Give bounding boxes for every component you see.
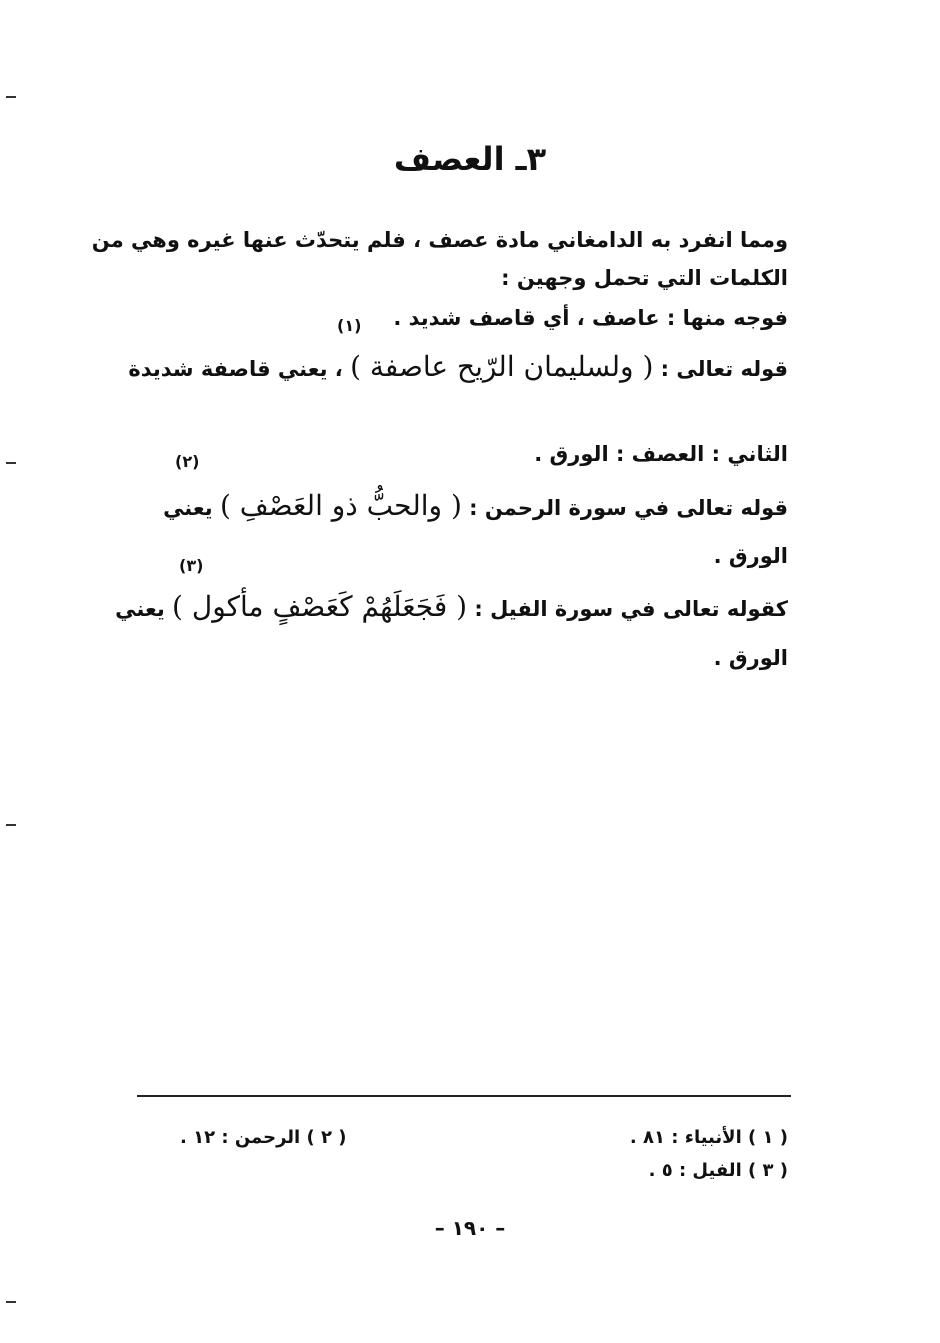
quote-suffix: ، يعني قاصفة شديدة [128, 357, 351, 381]
paragraph-line-1: ومما انفرد به الدامغاني مادة عصف ، فلم يتحدّث عنها غيره وهي من [91, 228, 788, 252]
chapter-heading: ٣ـ العصف [393, 140, 547, 178]
quran-verse: ( فَجَعَلَهُمْ كَعَصْفٍ مأكول ) [172, 590, 468, 623]
quran-verse: ( ولسليمان الرّيح عاصفة ) [350, 350, 654, 383]
footnote-separator [137, 1095, 791, 1097]
sense-two-quote-2 [115, 590, 788, 626]
quote-prefix: قوله تعالى : [653, 357, 788, 381]
scan-margin-mark [6, 96, 16, 98]
footnote-1: ( ١ ) الأنبياء : ٨١ . [629, 1127, 788, 1148]
footnote-marker-2: (٢) [175, 452, 200, 471]
quran-verse: ( والحبُّ ذو العَصْفِ ) [219, 489, 462, 522]
quote-prefix: قوله تعالى في سورة الرحمن : [461, 496, 788, 520]
sense-one-intro: فوجه منها : عاصف ، أي قاصف شديد . [393, 306, 788, 330]
quote-suffix: يعني [115, 597, 173, 621]
sense-two-quote-1 [128, 489, 788, 525]
quote-prefix: كقوله تعالى في سورة الفيل : [467, 597, 788, 621]
sense-two-quote-1-end: الورق . [713, 544, 788, 568]
scan-margin-mark [6, 824, 16, 826]
page-number: – ١٩٠ – [434, 1216, 506, 1240]
scan-margin-mark [6, 462, 16, 464]
footnote-3: ( ٣ ) الفيل : ٥ . [648, 1160, 788, 1181]
footnote-2: ( ٢ ) الرحمن : ١٢ . [180, 1127, 347, 1148]
sense-two-intro: الثاني : العصف : الورق . [534, 442, 788, 466]
quote-suffix: يعني [163, 496, 220, 520]
sense-one-quote [128, 350, 788, 386]
scan-margin-mark [6, 1301, 16, 1303]
paragraph-line-2: الكلمات التي تحمل وجهين : [501, 266, 788, 290]
footnote-marker-3: (٣) [179, 556, 204, 575]
sense-two-quote-2-end: الورق . [713, 646, 788, 670]
footnote-marker-1: (١) [337, 316, 362, 335]
